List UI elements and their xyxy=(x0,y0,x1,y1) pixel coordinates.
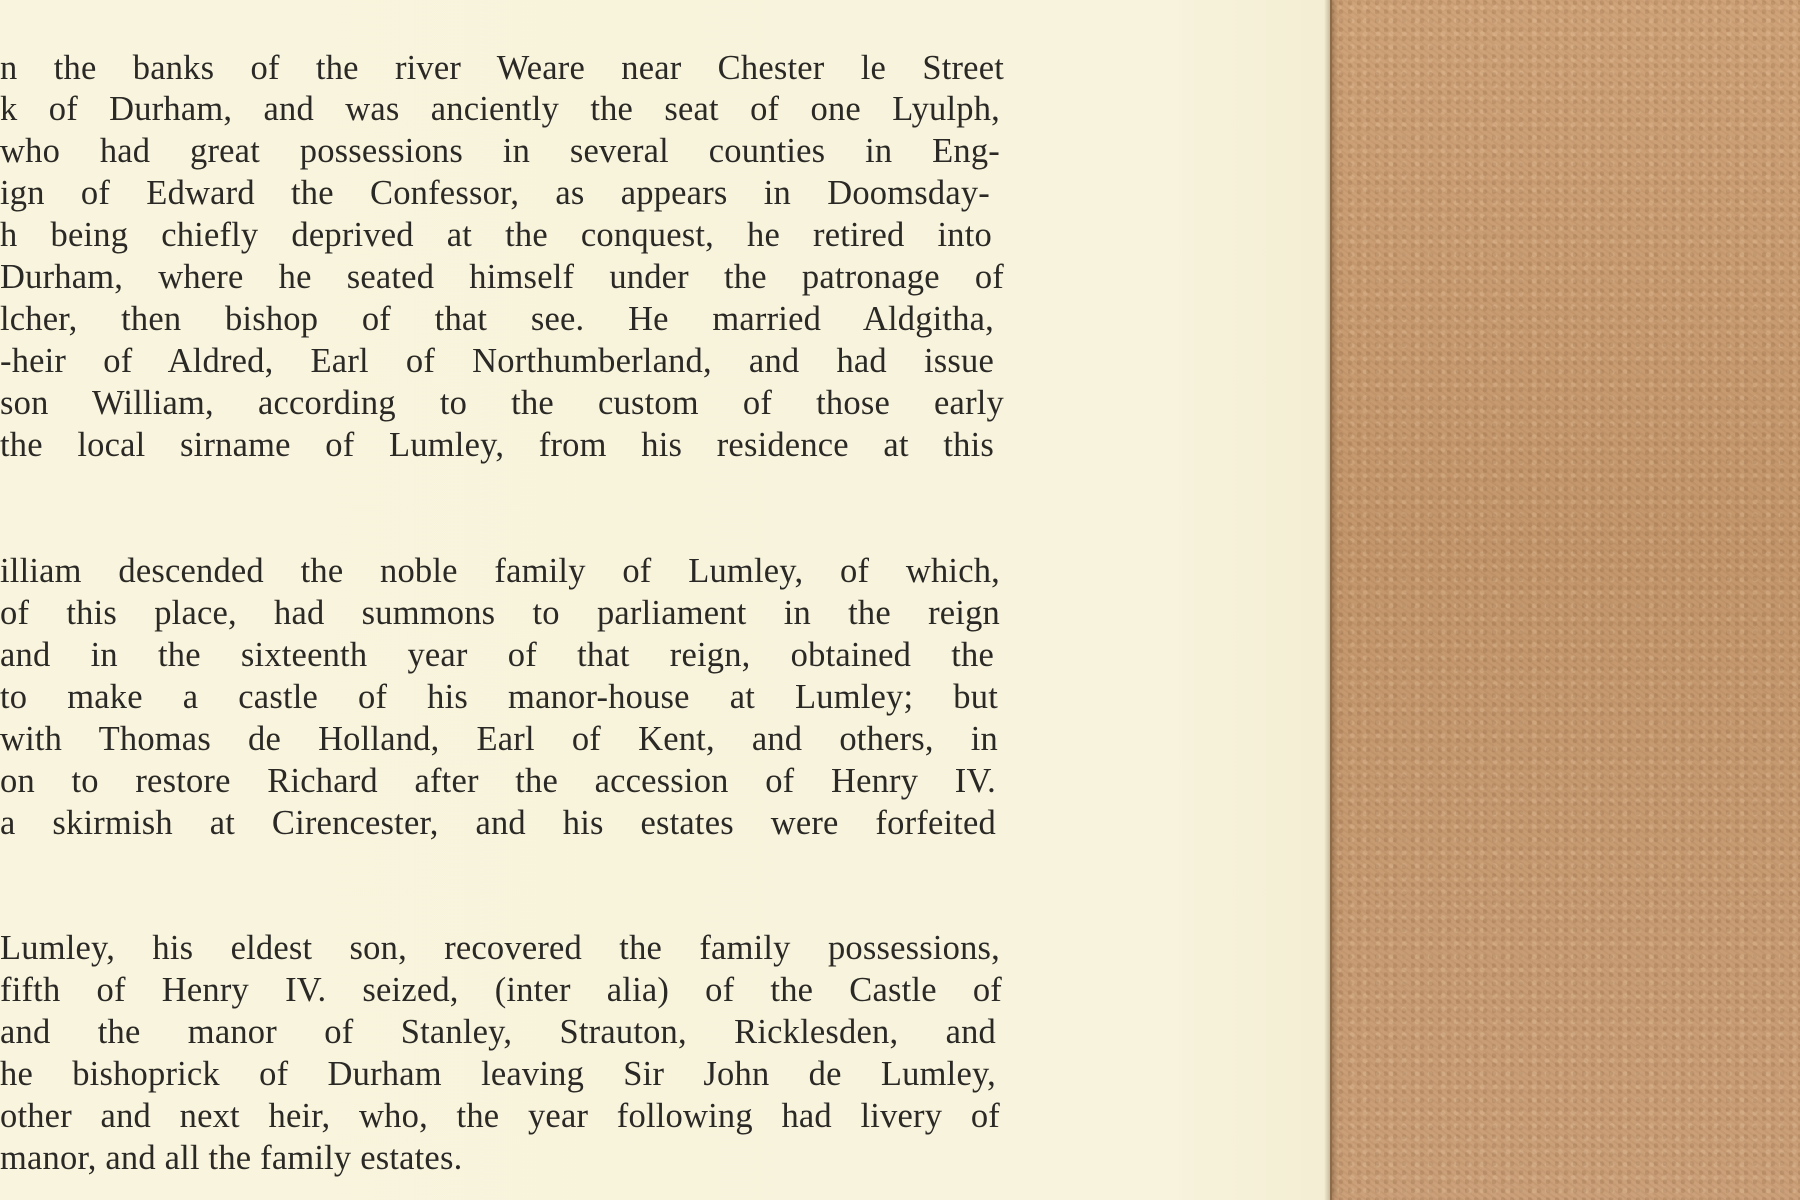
text-line: of this place, had summons to parliament in the reign xyxy=(0,594,1000,632)
text-line: and the manor of Stanley, Strauton, Ricklesden, and xyxy=(0,1013,996,1051)
text-line: Lumley, his eldest son, recovered the family possessions, xyxy=(0,929,1000,967)
brown-backing-board xyxy=(1330,0,1800,1200)
text-line: h being chiefly deprived at the conquest, he retired into xyxy=(0,216,992,254)
text-line: who had great possessions in several counties in Eng- xyxy=(0,132,1000,170)
text-line: manor, and all the family estates. xyxy=(0,1139,463,1177)
text-line: the local sirname of Lumley, from his residence at this xyxy=(0,426,994,464)
text-line: fifth of Henry IV. seized, (inter alia) of the Castle of xyxy=(0,971,1002,1009)
text-line: -heir of Aldred, Earl of Northumberland, and had issue xyxy=(0,342,994,380)
text-line: son William, according to the custom of those early xyxy=(0,384,1004,422)
text-line: ign of Edward the Confessor, as appears in Doomsday- xyxy=(0,174,990,212)
text-line: with Thomas de Holland, Earl of Kent, and others, in xyxy=(0,720,998,758)
text-line: he bishoprick of Durham leaving Sir John de Lumley, xyxy=(0,1055,996,1093)
text-line: and in the sixteenth year of that reign, obtained the xyxy=(0,636,994,674)
text-line: Durham, where he seated himself under the patronage of xyxy=(0,258,1004,296)
text-line: to make a castle of his manor-house at Lumley; but xyxy=(0,678,998,716)
text-line: on to restore Richard after the accession of Henry IV. xyxy=(0,762,996,800)
text-line: illiam descended the noble family of Lumley, of which, xyxy=(0,552,1000,590)
text-line: other and next heir, who, the year following had livery of xyxy=(0,1097,1000,1135)
page-edge xyxy=(1324,0,1330,1200)
text-line: n the banks of the river Weare near Chester le Street xyxy=(0,49,1004,87)
text-line: a skirmish at Cirencester, and his estates were forfeited xyxy=(0,804,996,842)
text-line: k of Durham, and was anciently the seat of one Lyulph, xyxy=(0,90,1000,128)
text-line: lcher, then bishop of that see. He married Aldgitha, xyxy=(0,300,994,338)
